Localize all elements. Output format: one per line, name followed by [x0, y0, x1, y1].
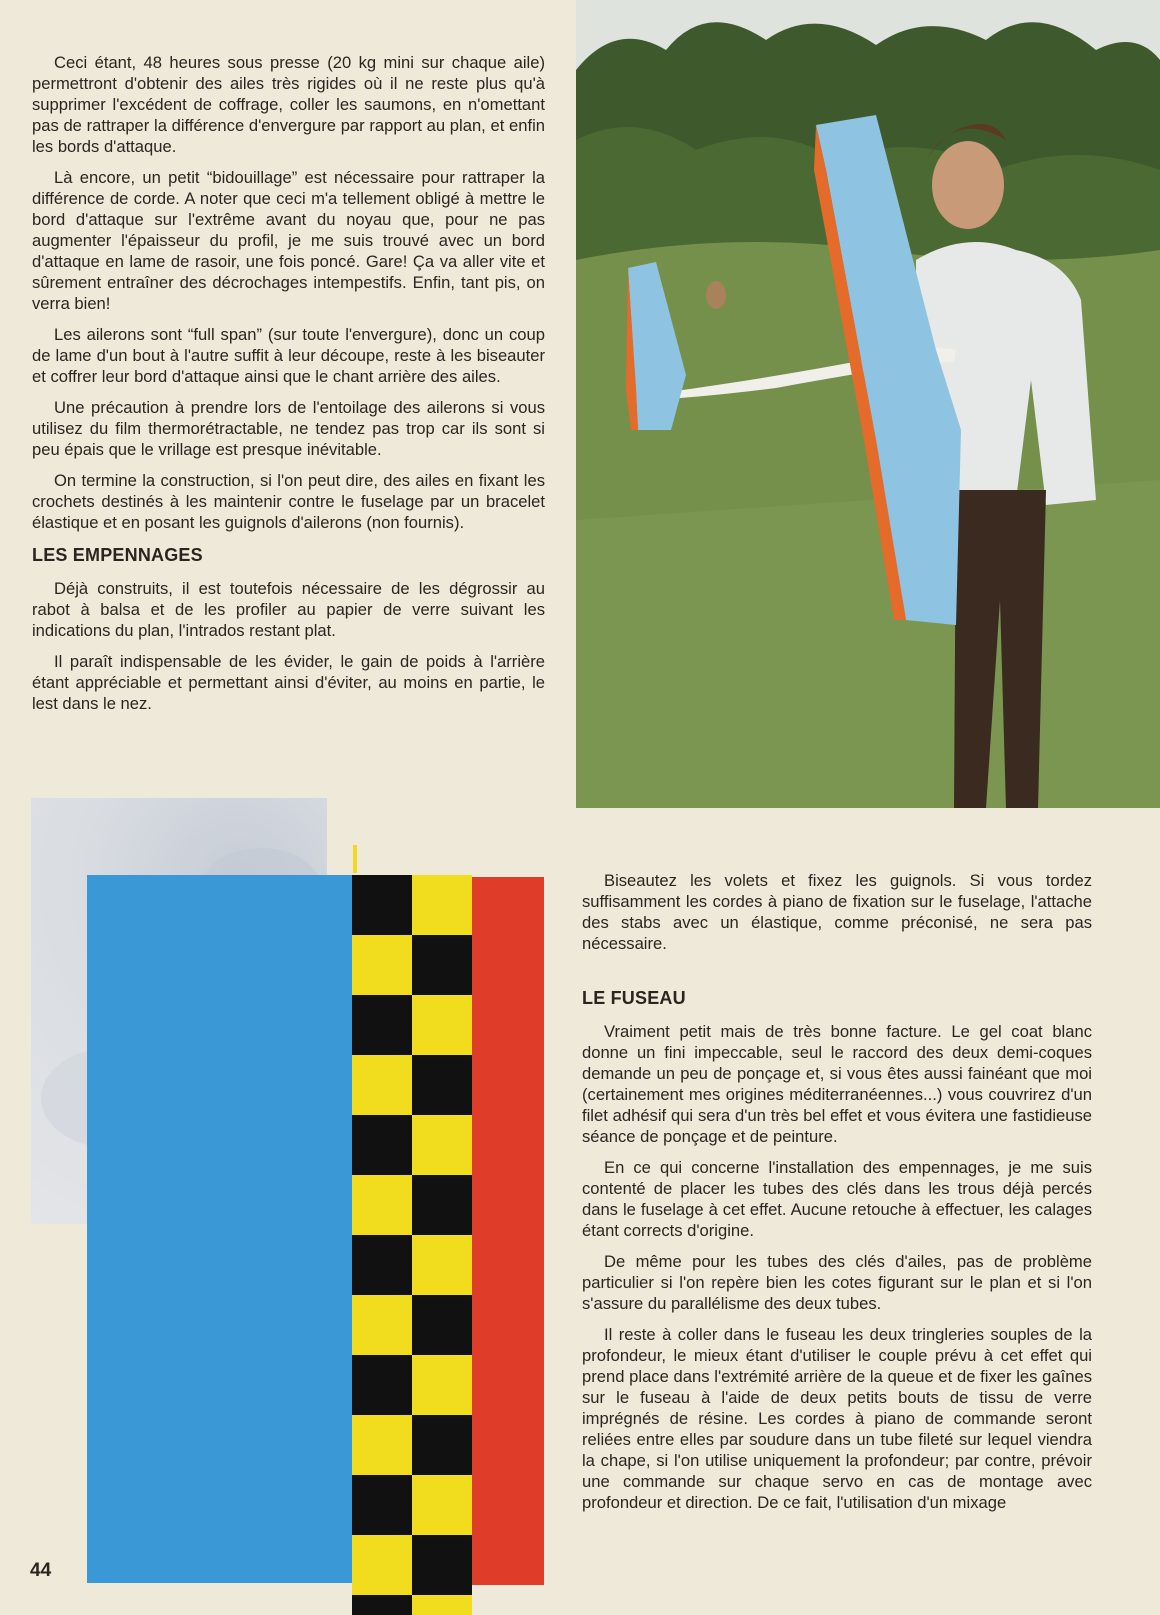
checker-square	[412, 1475, 472, 1535]
checker-square	[352, 1175, 412, 1235]
pilot-with-glider-photo	[576, 0, 1160, 808]
pilot-photo-illustration	[576, 0, 1160, 808]
right-text-column	[582, 870, 1092, 1523]
checker-square	[352, 995, 412, 1055]
page-number: 44	[30, 1560, 52, 1581]
section-heading-empennages: LES EMPENNAGES	[32, 545, 203, 565]
checker-square	[412, 875, 472, 935]
checker-square	[352, 1415, 412, 1475]
checker-square	[412, 995, 472, 1055]
paragraph: Une précaution à prendre lors de l'entoilage des ailerons si vous utilisez du film thermorétractable, ne tendez pas trop car ils sont si peu épais que le vrillage est presque inévitable.	[32, 398, 545, 459]
checker-square	[352, 1295, 412, 1355]
checker-square	[352, 1475, 412, 1535]
left-text-column	[32, 52, 545, 724]
paragraph: Biseautez les volets et fixez les guignols. Si vous tordez suffisamment les cordes à piano de fixation sur le fuselage, l'attache des stabs avec un élastique, comme préconisé, ne sera pas nécessaire.	[582, 871, 1092, 953]
paragraph: Vraiment petit mais de très bonne facture. Le gel coat blanc donne un fini impeccable, seul le raccord des deux demi-coques demande un peu de ponçage et, si vous êtes aussi fainéant que moi (certainement mes origines méditerranéennes...) vous couvrirez d'un filet adhésif qui sera d'un très bel effet et vous évitera une fastidieuse séance de ponçage et de peinture.	[582, 1022, 1092, 1146]
checker-square	[412, 1055, 472, 1115]
checker-square	[352, 875, 412, 935]
red-graphic-stripe	[472, 877, 544, 1585]
checker-square	[352, 1355, 412, 1415]
paragraph: Il reste à coller dans le fuseau les deux tringleries souples de la profondeur, le mieux étant d'utiliser le couple prévu à cet effet qui prend place dans l'extrémité arrière de la queue et de fixer les gaînes sur le fuseau à l'aide de deux petits bouts de tissu de verre imprégnés de résine. Les cordes à piano de commande seront reliées entre elles par soudure dans un tube fileté sur lequel viendra la chape, si l'on utilise uniquement la profondeur; par contre, prévoir une commande sur chaque servo en cas de montage avec profondeur et direction. De ce fait, l'utilisation d'un mixage	[582, 1325, 1092, 1512]
checker-square	[412, 1595, 472, 1615]
checker-square	[412, 1355, 472, 1415]
paragraph: En ce qui concerne l'installation des empennages, je me suis contenté de placer les tubes des clés dans les trous déjà percés dans le fuselage à cet effet. Aucune retouche à effectuer, les calages étant corrects d'origine.	[582, 1158, 1092, 1240]
checkered-stripe	[352, 875, 472, 1615]
checker-square	[412, 1535, 472, 1595]
checker-square	[352, 1595, 412, 1615]
paragraph: De même pour les tubes des clés d'ailes, pas de problème particulier si l'on repère bien les cotes figurant sur le plan et si l'on s'assure du parallélisme des deux tubes.	[582, 1252, 1092, 1313]
checker-square	[352, 1055, 412, 1115]
paragraph: Il paraît indispensable de les évider, le gain de poids à l'arrière étant appréciable et permettant ainsi d'éviter, au moins en partie, le lest dans le nez.	[32, 652, 545, 713]
section-heading-fuseau: LE FUSEAU	[582, 988, 686, 1008]
paragraph: Ceci étant, 48 heures sous presse (20 kg mini sur chaque aile) permettront d'obtenir des ailes très rigides où il ne reste plus qu'à supprimer l'excédent de coffrage, coller les saumons, en n'omettant pas de rattraper la différence d'envergure par rapport au plan, et enfin les bords d'attaque.	[32, 53, 545, 156]
checker-square	[352, 935, 412, 995]
checker-square	[412, 1415, 472, 1475]
paragraph: Les ailerons sont “full span” (sur toute l'envergure), donc un coup de lame d'un bout à l'autre suffit à leur découpe, reste à les biseauter et coffrer leur bord d'attaque ainsi que le chant arrière des ailes.	[32, 325, 545, 386]
checker-square	[412, 1295, 472, 1355]
checker-square	[412, 1235, 472, 1295]
paragraph: On termine la construction, si l'on peut dire, des ailes en fixant les crochets destinés à les maintenir contre le fuselage par un bracelet élastique et en posant les guignols d'ailerons (non fournis).	[32, 471, 545, 532]
blue-graphic-block	[87, 875, 358, 1583]
paragraph: Déjà construits, il est toutefois nécessaire de les dégrossir au rabot à balsa et de les profiler au papier de verre suivant les indications du plan, l'intrados restant plat.	[32, 579, 545, 640]
checker-square	[352, 1535, 412, 1595]
yellow-graphic-tick	[353, 845, 357, 873]
checker-square	[412, 1115, 472, 1175]
checker-square	[412, 1175, 472, 1235]
paragraph: Là encore, un petit “bidouillage” est nécessaire pour rattraper la différence de corde. A noter que ceci m'a tellement obligé à mettre le bord d'attaque sur l'extrême avant du noyau que, pour ne pas augmenter l'épaisseur du profil, je me suis trouvé avec un bord d'attaque en lame de rasoir, une fois poncé. Gare! Ça va aller vite et sûrement entraîner des décrochages intempestifs. Enfin, tant pis, on verra bien!	[32, 168, 545, 313]
checker-square	[412, 935, 472, 995]
checker-square	[352, 1115, 412, 1175]
checker-square	[352, 1235, 412, 1295]
